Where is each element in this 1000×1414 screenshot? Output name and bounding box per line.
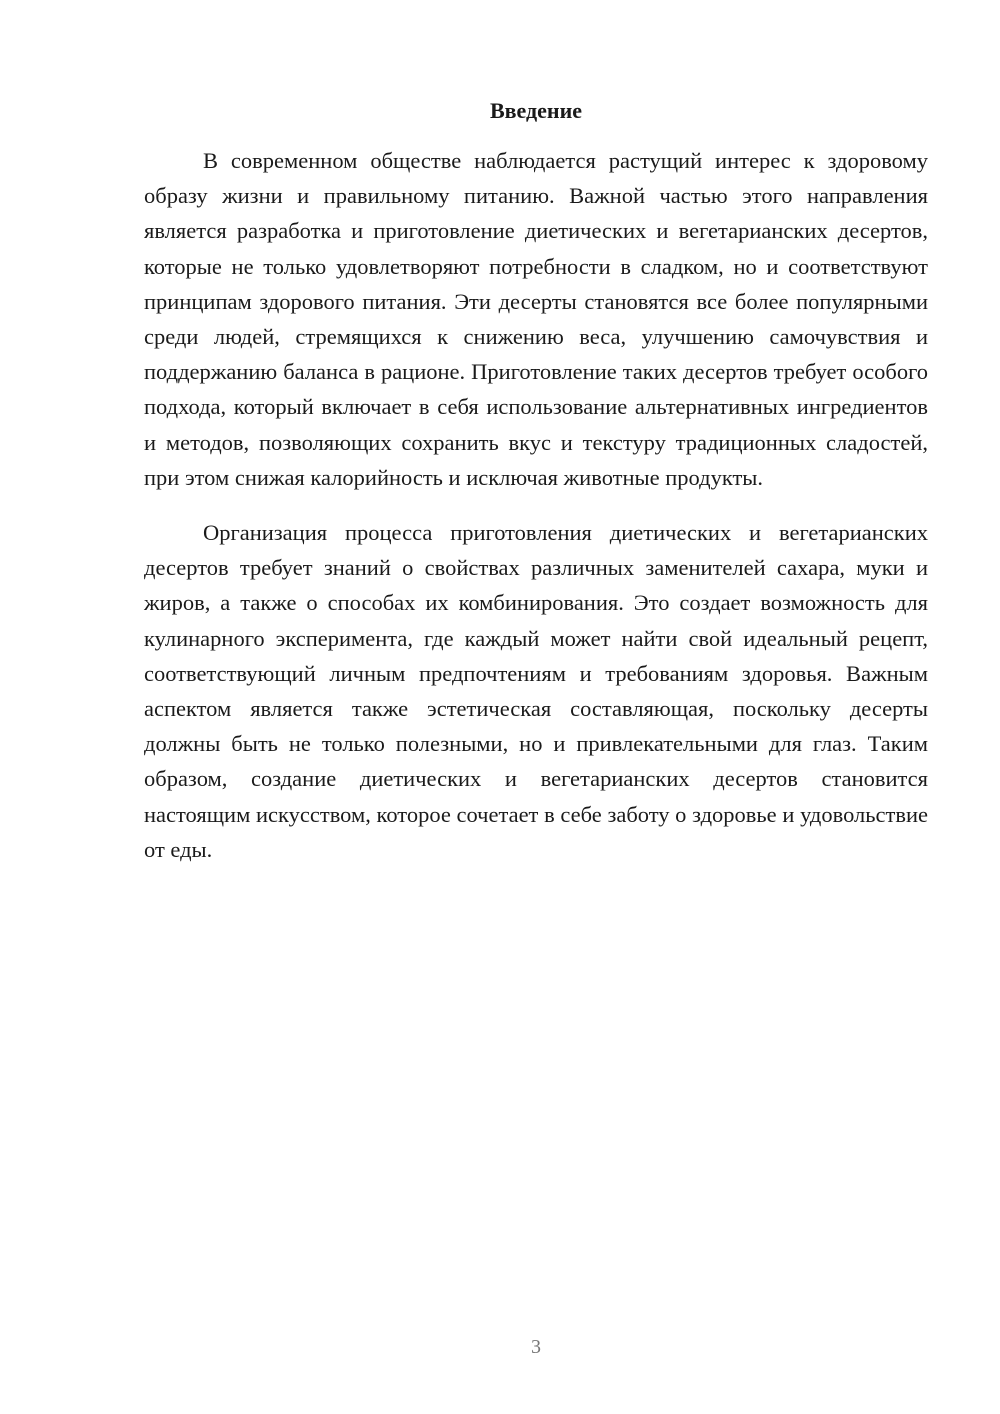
page-number: 3 xyxy=(531,1336,541,1358)
section-title: Введение xyxy=(489,98,583,123)
body-text xyxy=(144,143,928,867)
paragraph-2: Организация процесса приготовления диетических и вегетарианских десертов требует знаний о свойствах различных заменителей сахара, муки и жиров, а также о способах их комбинирования. Это создает возможность для кулинарного эксперимента, где каждый может найти свой идеальный рецепт, соответствующий личным предпочтениям и требованиям здоровья. Важным аспектом является также эстетическая составляющая, поскольку десерты должны быть не только полезными, но и привлекательными для глаз. Таким образом, создание диетических и вегетарианских десертов становится настоящим искусством, которое сочетает в себе заботу о здоровье и удовольствие от еды. xyxy=(144,520,928,862)
paragraph-1: В современном обществе наблюдается растущий интерес к здоровому образу жизни и правильному питанию. Важной частью этого направления является разработка и приготовление диетических и вегетарианских десертов, которые не только удовлетворяют потребности в сладком, но и соответствуют принципам здорового питания. Эти десерты становятся все более популярными среди людей, стремящихся к снижению веса, улучшению самочувствия и поддержанию баланса в рационе. Приготовление таких десертов требует особого подхода, который включает в себя использование альтернативных ингредиентов и методов, позволяющих сохранить вкус и текстуру традиционных сладостей, при этом снижая калорийность и исключая животные продукты. xyxy=(144,148,928,490)
